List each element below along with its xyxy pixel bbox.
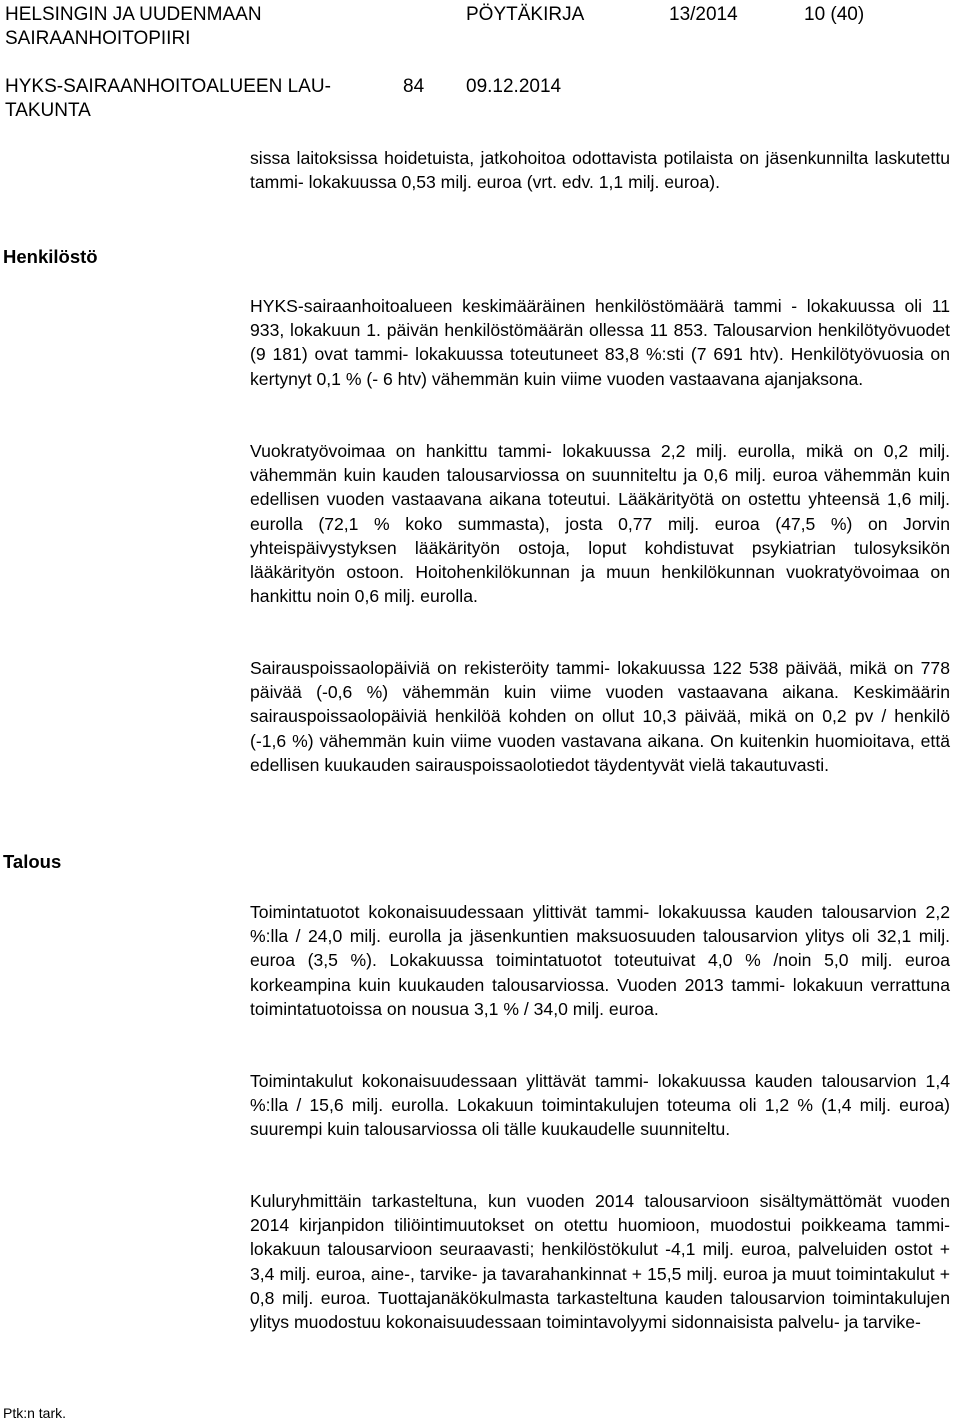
- document-number: 13/2014: [669, 4, 738, 25]
- heading-henkilosto: Henkilöstö: [3, 246, 98, 267]
- document-type: PÖYTÄKIRJA: [466, 4, 585, 25]
- organization-name-line2: SAIRAANHOITOPIIRI: [5, 28, 191, 49]
- committee-name-line2: TAKUNTA: [5, 100, 91, 121]
- minutes-checker-label: Ptk:n tark.: [3, 1405, 67, 1421]
- committee-name: [5, 75, 331, 123]
- section-number: 84: [403, 76, 425, 97]
- talous-paragraph-2: Toimintakulut kokonaisuudessaan ylittävät tammi- lokakuussa kauden talousarvion 1,4 %:lla / 15,6 milj. eurolla. Lokakuun toimintakulujen toteuma oli 1,2 % (1,4 milj. euroa) suurempi kuin talousarviossa oli tälle kuukaudelle suunniteltu.: [250, 1071, 950, 1140]
- henkilosto-paragraph-1: HYKS-sairaanhoitoalueen keskimääräinen henkilöstömäärä tammi - lokakuussa oli 11 933, lokakuun 1. päivän henkilöstömäärän ollessa 11 853. Talousarvion henkilötyövuodet (9 181) ovat tammi- lokakuussa toteutuneet 83,8 %:sti (7 691 htv). Henkilötyövuosia on kertynyt 0,1 % (- 6 htv) vähemmän kuin viime vuoden vastaavana ajanjaksona.: [250, 296, 950, 389]
- page-header: [0, 0, 960, 120]
- talous-paragraph-3: Kuluryhmittäin tarkasteltuna, kun vuoden 2014 talousarvioon sisältymättömät vuoden 2014 kirjanpidon tiliöintimuutokset on otettu huomioon, muodostui poikkeama tammi- lokakuun talousarvioon seuraavasti; henkilöstökulut -4,1 milj. euroa, palveluiden ostot + 3,4 milj. euroa, aine-, tarvike- ja tavarahankinnat + 15,5 milj. euroa ja muut toimintakulut + 0,8 milj. euroa. Tuottajanäkökulmasta tarkasteltuna kauden talousarvion toimintakulujen ylitys muodostuu kokonaisuudessaan toimintavolyymi sidonnaisista palvelu- ja tarvike-: [250, 1191, 950, 1333]
- talous-paragraph-1: Toimintatuotot kokonaisuudessaan ylittivät tammi- lokakuussa kauden talousarvion 2,2 %:lla / 24,0 milj. eurolla ja jäsenkuntien maksuosuuden talousarvion ylitys oli 32,1 milj. euroa (3,5 %). Lokakuussa toimintatuotot toteutuivat 4,0 % /noin 5,0 milj. euroa korkeampina kuin kuukauden talousarviossa. Vuoden 2013 tammi- lokakuun verrattuna toimintatuotoissa on nousua 3,1 % / 34,0 milj. euroa.: [250, 902, 950, 1019]
- henkilosto-paragraph-3: Sairauspoissaolopäiviä on rekisteröity tammi- lokakuussa 122 538 päivää, mikä on 778 päivää (-0,6 %) vähemmän kuin viime vuoden vastaavana aikana. Keskimäärin sairauspoissaolopäiviä henkilöä kohden on ollut 10,3 päivää, mikä on 0,2 pv / henkilö (-1,6 %) vähemmän kuin viime vuoden vastavana aikana. On kuitenkin huomioitava, että edellisen kuukauden sairauspoissaolotiedot täydentyvät vielä takautuvasti.: [250, 658, 950, 775]
- henkilosto-paragraph-2: Vuokratyövoimaa on hankittu tammi- lokakuussa 2,2 milj. eurolla, mikä on 0,2 milj. vähemmän kuin kauden talousarviossa on suunniteltu ja 0,6 milj. euroa vähemmän kuin edellisen vuoden vastaavana aikana toteutui. Lääkärityötä on ostettu yhteensä 1,6 milj. eurolla (72,1 % koko summasta), josta 0,77 milj. euroa (47,5 %) on Jorvin yhteispäivystyksen lääkärityön ostoja, loput kohdistuvat psykiatrian tulosyksikön lääkärityön ostoon. Hoitohenkilökunnan ja muun henkilökunnan vuokratyövoimaa on hankittu noin 0,6 milj. eurolla.: [250, 441, 950, 607]
- meeting-date: 09.12.2014: [466, 76, 562, 97]
- committee-name-line1: HYKS-SAIRAANHOITOALUEEN LAU-: [5, 76, 331, 97]
- organization-name-line1: HELSINGIN JA UUDENMAAN: [5, 4, 262, 25]
- organization-name: [5, 3, 262, 51]
- page-number: 10 (40): [804, 4, 865, 25]
- heading-talous: Talous: [3, 851, 62, 872]
- intro-paragraph: sissa laitoksissa hoidetuista, jatkohoitoa odottavista potilaista on jäsenkunnilta laskutettu tammi- lokakuussa 0,53 milj. euroa (vrt. edv. 1,1 milj. euroa).: [250, 148, 950, 193]
